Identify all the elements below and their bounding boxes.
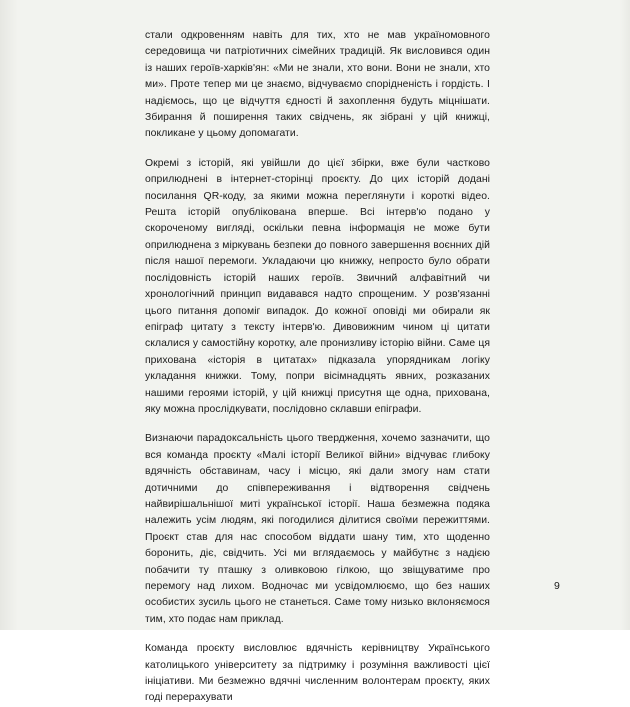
page-number: 9 [553,580,560,592]
page-text-column [145,28,490,707]
paragraph: Визнаючи парадоксальність цього твердження, хочемо зазначити, що вся команда проєкту «Малі історії Великої війни» відчуває глибоку вдячність обставинам, часу і місцю, які дали змогу нам стати дотичними до співпереживання і відтворення свідчень найвирішальнішої миті української історії. Наша безмежна подяка належить усім людям, які погодилися ділитися своїми пережиттями. Проєкт став для нас способом віддати шану тим, хто щоденно боронить, діє, свідчить. Усі ми вглядаємось у майбутнє з надією побачити ту пташку з оливковою гілкою, що звіщуватиме про перемогу над лихом. Водночас ми усвідомлюємо, що без наших особистих зусиль цього не станеться. Саме тому низько вклоняємося тим, хто подає нам приклад. [145,433,490,625]
paragraph: Команда проєкту висловлює вдячність керівництву Українського католицького університету за підтримку і розуміння важливості цієї ініціативи. Ми безмежно вдячні численним волонтерам проєкту, яких годі перерахувати [145,643,490,704]
paragraph: Окремі з історій, які увійшли до цієї збірки, вже були частково оприлюднені в інтернет-сторінці проєкту. До цих історій додані посилання QR-коду, за якими можна переглянути і короткі відео. Решта історій опублікована вперше. Всі інтерв'ю подано у скороченому вигляді, оскільки певна інформація не може бути оприлюднена з міркувань безпеки до повного завершення воєнних дій після нашої перемоги. Укладаючи цю книжку, непросто було обрати послідовність історій наших героїв. Звичний алфавітний чи хронологічний принцип видавався надто спрощеним. У розв'язанні цього питання допоміг випадок. До кожної оповіді ми обирали як епіграф цитату з тексту інтерв'ю. Дивовижним чином ці цитати склалися у самостійну коротку, але пронизливу історію війни. Саме ця прихована «історія в цитатах» підказала упорядникам логіку укладання книжки. Тому, попри вісімнадцять явних, розказаних нашими героями історій, у цій книжці присутня ще одна, прихована, яку можна прослідкувати, послідовно склавши епіграфи. [145,157,490,415]
paragraph: стали одкровенням навіть для тих, хто не мав україномовного середовища чи патріотичних сімейних традицій. Як висловився один із наших героїв-харків'ян: «Ми не знали, хто вони. Вони не знали, хто ми». Проте тепер ми це знаємо, відчуваємо спорідненість і гордість. І надіємось, що це відчуття єдності й захоплення будуть міцнішати. Збирання й поширення таких свідчень, як зібрані у цій книжці, покликане у цьому допомагати. [145,30,490,140]
